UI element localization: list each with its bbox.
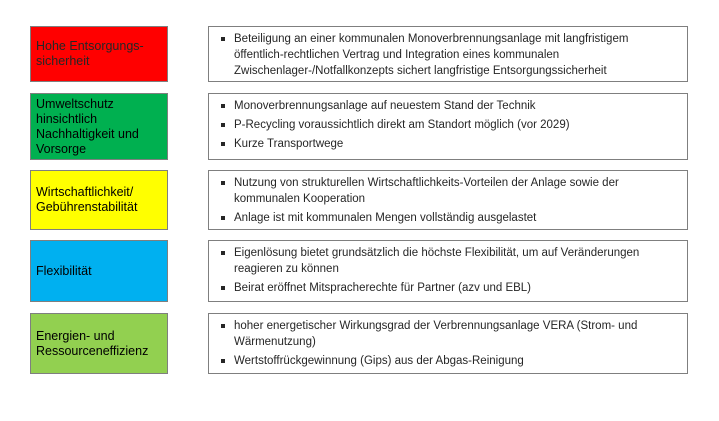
criterion-label: Flexibilität bbox=[36, 263, 92, 278]
bullet-item bbox=[219, 210, 679, 226]
bullet-square-icon bbox=[221, 359, 225, 363]
bullet-text: hoher energetischer Wirkungsgrad der Verbrennungsanlage VERA (Strom- und Wärmenutzung) bbox=[234, 320, 638, 348]
bullet-square-icon bbox=[221, 104, 225, 108]
bullet-text: Beteiligung an einer kommunalen Monoverbrennungsanlage mit langfristigem öffentlich-rechtlichen Vertrag und Integration eines kommunalen Zwischenlager-/Notfallkonzepts sichert langfristige Entsorgungssicherheit bbox=[234, 33, 629, 77]
bullet-text: Beirat eröffnet Mitspracherechte für Partner (azv und EBL) bbox=[234, 282, 532, 294]
criterion-label-box bbox=[30, 93, 168, 160]
bullet-text: Anlage ist mit kommunalen Mengen vollständig ausgelastet bbox=[234, 212, 537, 224]
criterion-description-box bbox=[208, 240, 688, 302]
bullet-item bbox=[219, 175, 679, 207]
bullet-text: Monoverbrennungsanlage auf neuestem Stand der Technik bbox=[234, 100, 536, 112]
criterion-label-box bbox=[30, 26, 168, 82]
bullet-square-icon bbox=[221, 324, 225, 328]
criterion-description-box bbox=[208, 313, 688, 374]
bullet-item bbox=[219, 117, 679, 133]
bullet-square-icon bbox=[221, 123, 225, 127]
bullet-square-icon bbox=[221, 37, 225, 41]
bullet-square-icon bbox=[221, 251, 225, 255]
bullet-item bbox=[219, 31, 679, 79]
criterion-label: Hohe Entsorgungs-sicherheit bbox=[36, 39, 144, 68]
bullet-text: Kurze Transportwege bbox=[234, 138, 344, 150]
bullet-square-icon bbox=[221, 286, 225, 290]
criterion-label-box bbox=[30, 313, 168, 374]
bullet-item bbox=[219, 136, 679, 152]
criterion-label-box bbox=[30, 240, 168, 302]
bullet-item bbox=[219, 98, 679, 114]
bullet-square-icon bbox=[221, 181, 225, 185]
bullet-item bbox=[219, 318, 679, 350]
criterion-label: Energien- und Ressourceneffizienz bbox=[36, 328, 149, 358]
bullet-text: Nutzung von strukturellen Wirtschaftlichkeits-Vorteilen der Anlage sowie der kommunalen Kooperation bbox=[234, 177, 619, 205]
bullet-item bbox=[219, 245, 679, 277]
criterion-description-box bbox=[208, 170, 688, 230]
criterion-label-box bbox=[30, 170, 168, 230]
criterion-label: Wirtschaftlichkeit/ Gebührenstabilität bbox=[36, 185, 138, 214]
criterion-label: Umweltschutz hinsichtlich Nachhaltigkeit und Vorsorge bbox=[36, 96, 139, 156]
criterion-description-box bbox=[208, 93, 688, 160]
bullet-item bbox=[219, 280, 679, 296]
bullet-text: Wertstoffrückgewinnung (Gips) aus der Abgas-Reinigung bbox=[234, 355, 524, 367]
bullet-square-icon bbox=[221, 142, 225, 146]
bullet-text: P-Recycling voraussichtlich direkt am Standort möglich (vor 2029) bbox=[234, 119, 570, 131]
criterion-description-box bbox=[208, 26, 688, 82]
bullet-text: Eigenlösung bietet grundsätzlich die höchste Flexibilität, um auf Veränderungen reagieren zu können bbox=[234, 247, 640, 275]
bullet-square-icon bbox=[221, 216, 225, 220]
bullet-item bbox=[219, 353, 679, 369]
